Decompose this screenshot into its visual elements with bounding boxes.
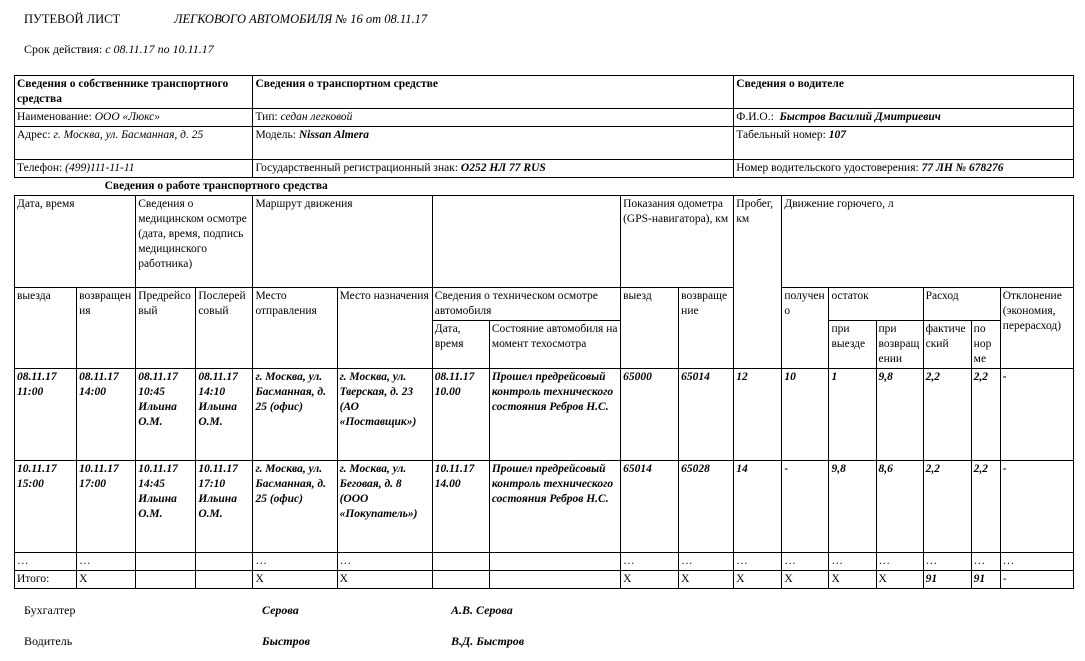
sub-tech: Сведения о техническом осмотре автомобиля (432, 288, 620, 321)
title-right: ЛЕГКОВОГО АВТОМОБИЛЯ № 16 от 08.11.17 (174, 12, 428, 26)
driver-tab-cell: Табельный номер: 107 (734, 127, 1074, 160)
driver-license: 77 ЛН № 678276 (921, 162, 1004, 174)
vehicle-type: седан легковой (280, 111, 353, 123)
col-fuel-header: Движение горючего, л (782, 196, 1074, 288)
sub-cons-fact: фактический (923, 321, 971, 369)
sub-from: Место отправления (253, 288, 337, 369)
document-title (24, 12, 428, 27)
total-label: Итого: (15, 571, 77, 589)
driver-heading: Сведения о водителе (734, 76, 1074, 109)
driver-fio-cell: Ф.И.О.: Быстров Василий Дмитриевич (734, 109, 1074, 127)
sub-deviation: Отклонение (экономия, перерасход) (1000, 288, 1073, 369)
table-row: 10.11.17 15:00 10.11.17 17:00 10.11.17 14:45 Ильина О.М. 10.11.17 17:10 Ильина О.М. г. Москва, ул. Басманная, д. 25 (офис) г. Москва, ул. Беговая, д. 8 (ООО «Покупатель») 10.11.17 14.00 Прошел предрейсовый контроль технического состояния Ребров Н.С. 65014 65028 14 - 9,8 8,6 2,2 2,2 - (15, 461, 1074, 553)
total-row: Итого: Х Х Х Х Х Х Х Х Х 91 91 - (15, 571, 1074, 589)
sub-cons-norm: по норме (971, 321, 1000, 369)
col-med-header: Сведения о медицинском осмотре (дата, время, подпись медицинского работника) (136, 196, 253, 288)
driver-fio: Быстров Василий Дмитриевич (779, 111, 941, 123)
vehicle-heading: Сведения о транспортном средстве (253, 76, 734, 109)
owner-name-cell: Наименование: ООО «Люкс» (15, 109, 253, 127)
vehicle-model: Nissan Almera (298, 129, 369, 141)
driver-label: Водитель (24, 634, 73, 648)
accountant-signature: Серова (262, 603, 299, 617)
driver-signature: Быстров (262, 634, 310, 648)
sub-odo-ret: возвращение (679, 288, 734, 369)
waybill-table (14, 75, 1074, 589)
col-mileage-header: Пробег, км (734, 196, 782, 369)
sub-posttrip: Послерейсовый (196, 288, 253, 369)
sub-bal-dep: при выезде (829, 321, 876, 369)
vehicle-model-cell: Модель: Nissan Almera (253, 127, 734, 160)
owner-heading: Сведения о собственнике транспортного средства (15, 76, 253, 109)
sub-consumption: Расход (923, 288, 1000, 321)
driver-name: В.Д. Быстров (451, 634, 525, 648)
sub-odo-dep: выезд (621, 288, 679, 369)
owner-phone: (499)111-11-11 (65, 162, 135, 174)
validity-period (24, 42, 214, 57)
sub-bal-ret: при возвращении (876, 321, 923, 369)
sub-departure: выезда (15, 288, 77, 369)
sub-return: возвращения (77, 288, 136, 369)
ellipsis-row: … … … … … … … … … … … … … (15, 553, 1074, 571)
accountant-name: А.В. Серова (451, 603, 513, 617)
table-row: 08.11.17 11:00 08.11.17 14:00 08.11.17 10:45 Ильина О.М. 08.11.17 14:10 Ильина О.М. г. Москва, ул. Басманная, д. 25 (офис) г. Москва, ул. Тверская, д. 23 (АО «Поставщик») 08.11.17 10.00 Прошел предрейсовый контроль технического состояния Ребров Н.С. 65000 65014 12 10 1 9,8 2,2 2,2 - (15, 369, 1074, 461)
col-odometer-header: Показания одометра (GPS-навигатора), км (621, 196, 734, 288)
sub-received: получено (782, 288, 829, 369)
accountant-label: Бухгалтер (24, 603, 76, 617)
title-left: ПУТЕВОЙ ЛИСТ (24, 12, 121, 26)
col-route-header: Маршрут движения (253, 196, 432, 288)
term-value: с 08.11.17 по 10.11.17 (105, 42, 214, 56)
work-heading: Сведения о работе транспортного средства (104, 180, 328, 192)
col-date-header: Дата, время (15, 196, 136, 288)
vehicle-plate-cell: Государственный регистрационный знак: О252 НЛ 77 RUS (253, 160, 734, 178)
driver-tab: 107 (828, 129, 846, 141)
owner-address-cell: Адрес: г. Москва, ул. Басманная, д. 25 (15, 127, 253, 160)
owner-address: г. Москва, ул. Басманная, д. 25 (53, 129, 204, 141)
total-norm: 91 (971, 571, 1000, 589)
sub-to: Место назначения (337, 288, 432, 369)
vehicle-type-cell: Тип: седан легковой (253, 109, 734, 127)
sub-tech-date: Дата, время (432, 321, 489, 369)
sub-tech-state: Состояние автомобиля на момент техосмотра (489, 321, 620, 369)
vehicle-plate: О252 НЛ 77 RUS (460, 162, 546, 174)
owner-name: ООО «Люкс» (94, 111, 160, 123)
driver-license-cell: Номер водительского удостоверения: 77 ЛН № 678276 (734, 160, 1074, 178)
sub-balance: остаток (829, 288, 923, 321)
term-label: Срок действия: (24, 42, 103, 56)
sub-pretrip: Предрейсовый (136, 288, 196, 369)
total-fact: 91 (923, 571, 971, 589)
owner-phone-cell: Телефон: (499)111-11-11 (15, 160, 253, 178)
